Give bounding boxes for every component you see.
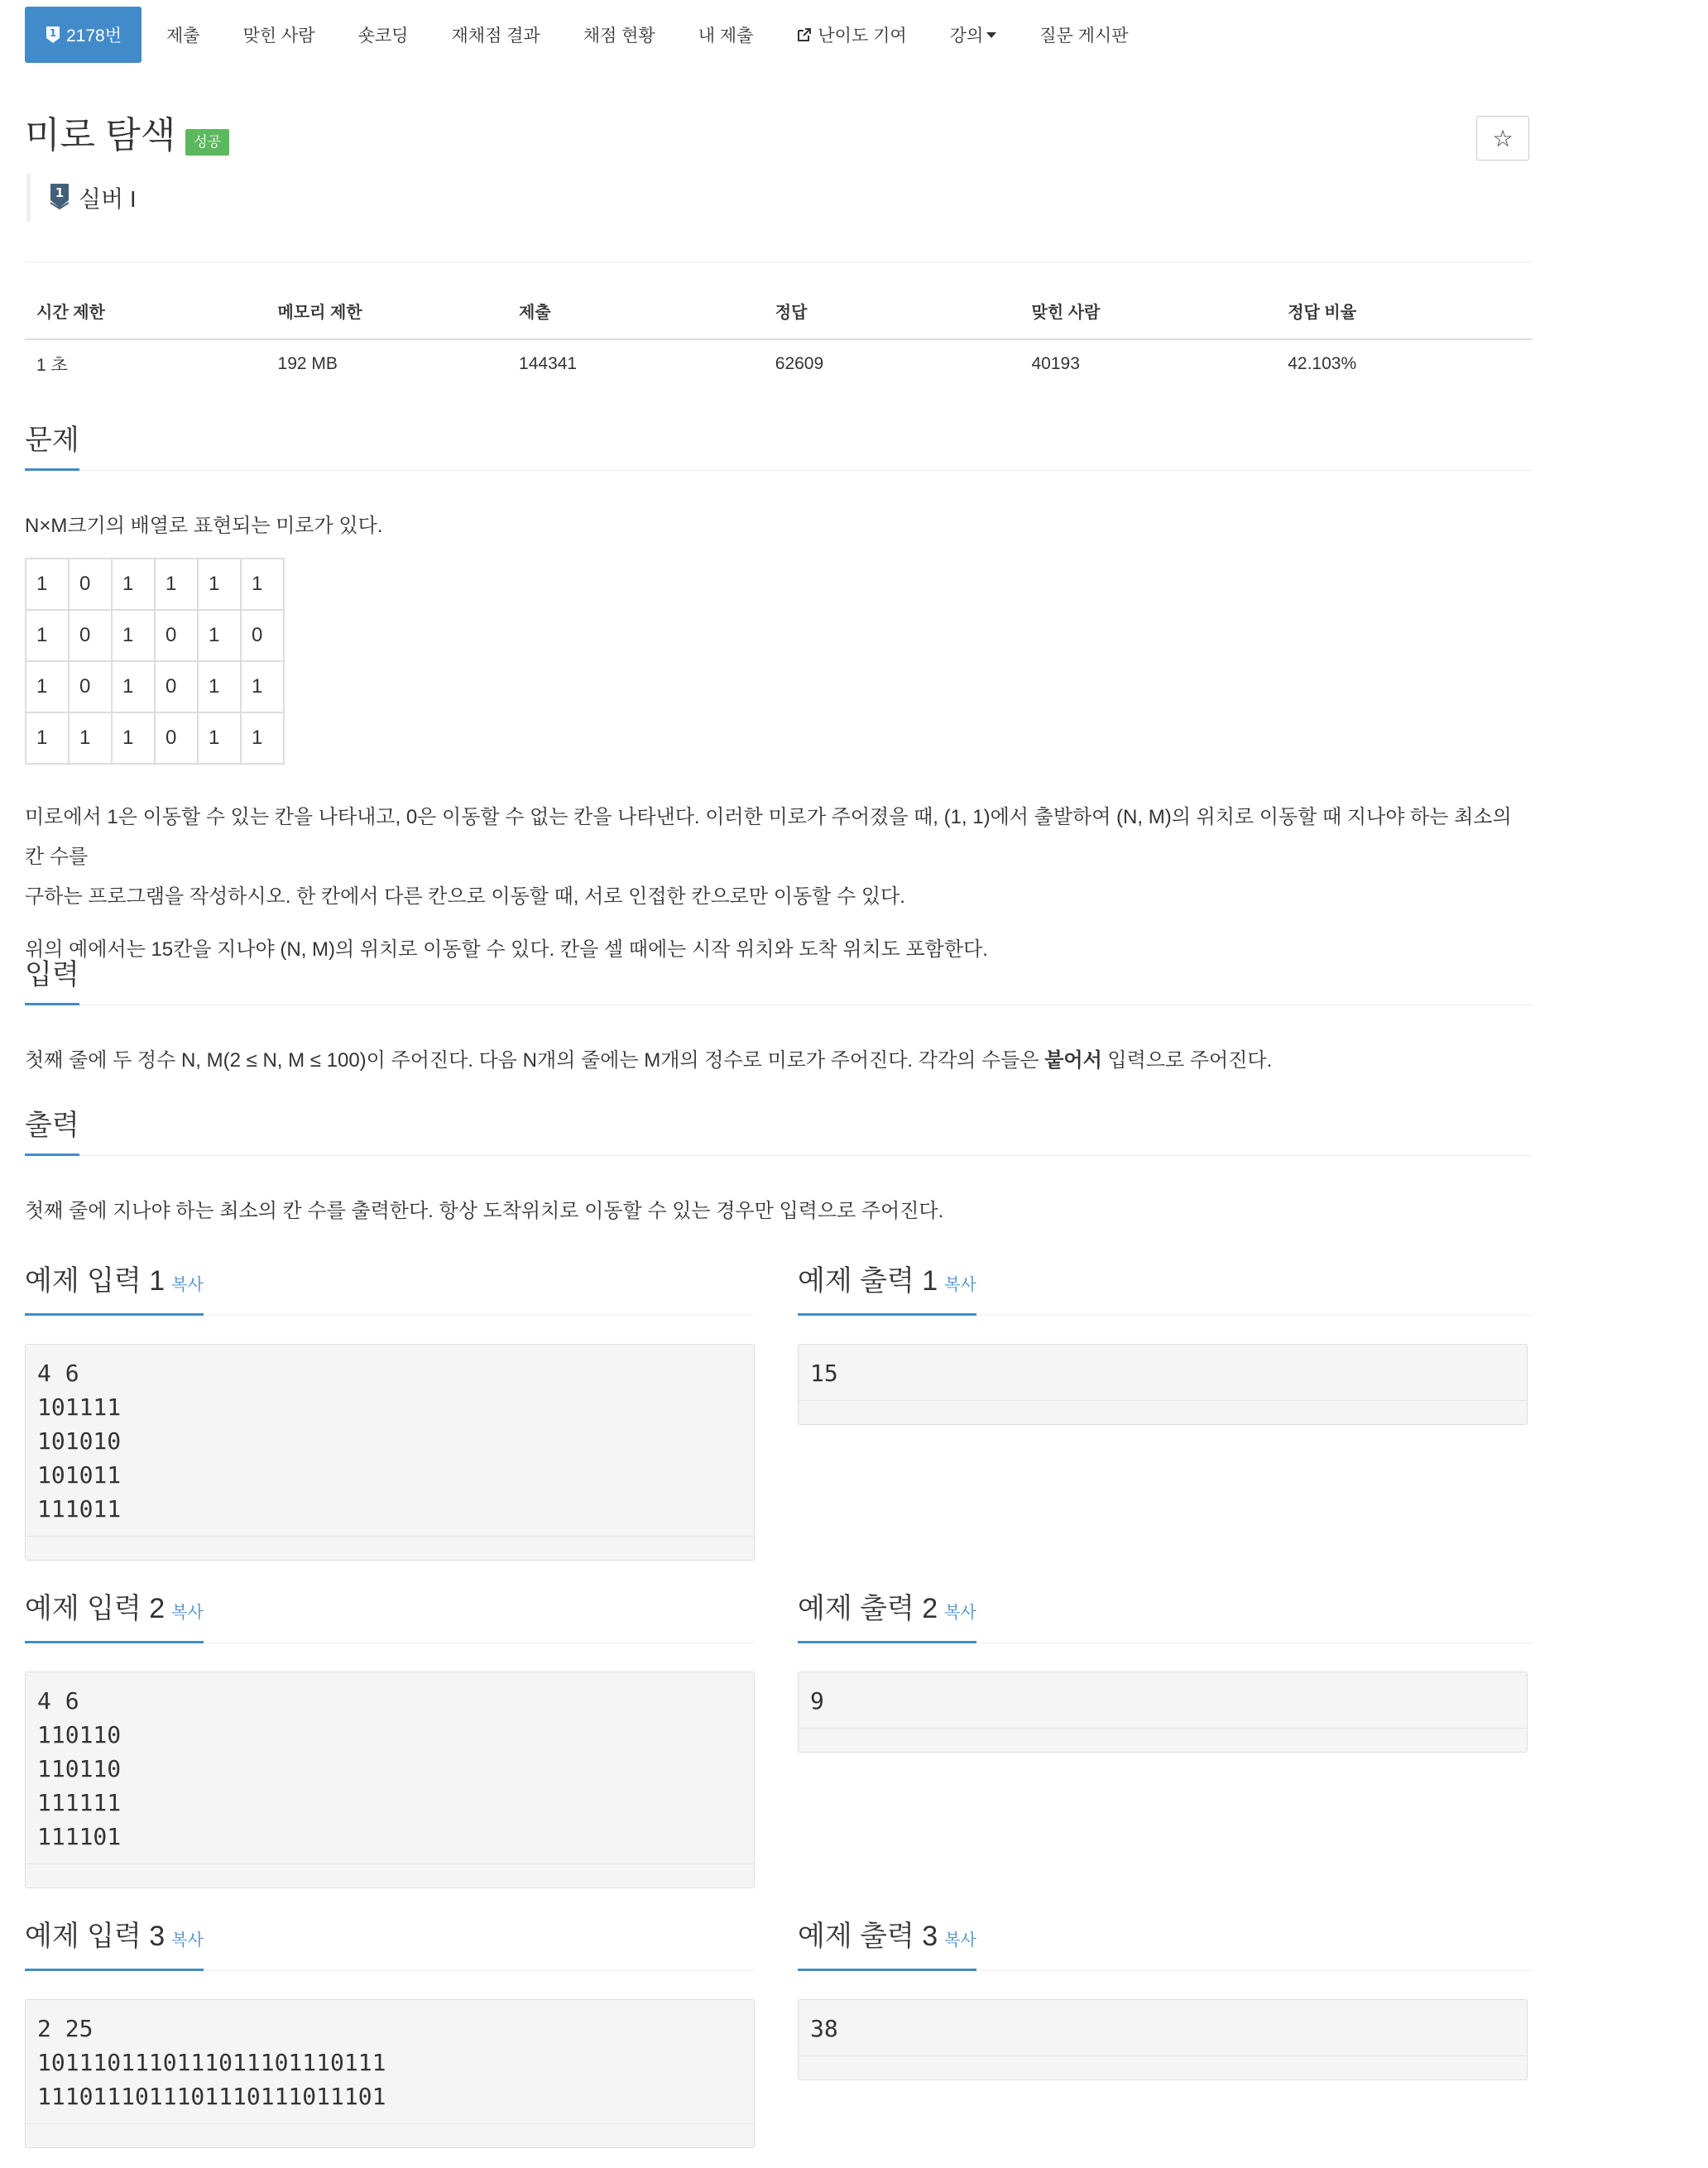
solved-users-value: 40193 [1031, 354, 1080, 373]
code-line: 9 [810, 1687, 824, 1715]
tab-label: 질문 게시판 [1039, 26, 1129, 46]
tab-label: 강의 [949, 26, 984, 46]
status-badge: 성공 [185, 129, 229, 156]
tab-label: 난이도 기여 [818, 26, 907, 46]
header-solved-users: 맞힌 사람 [1020, 294, 1277, 339]
section-title: 출력 [25, 1109, 79, 1156]
sample-title: 예제 입력 3 [25, 1921, 166, 1952]
maze-cell: 1 [241, 559, 284, 610]
maze-table [25, 558, 285, 765]
maze-cell: 1 [198, 712, 241, 764]
sample-title: 예제 입력 1 [25, 1265, 166, 1297]
maze-cell: 1 [112, 559, 155, 610]
code-line: 1011101110111011101110111 [37, 2049, 386, 2076]
divider [25, 261, 1533, 262]
sample-input-1-header [25, 1264, 755, 1316]
maze-cell: 1 [26, 559, 69, 610]
output-section-header [25, 1109, 1533, 1156]
code-line: 110110 [37, 1721, 122, 1748]
maze-row [26, 559, 284, 610]
section-title [798, 1264, 976, 1316]
code-line: 111101 [37, 1823, 122, 1850]
tab-problem[interactable] [25, 7, 142, 63]
problem-number: 2178번 [66, 26, 122, 46]
memory-limit-value: 192 MB [277, 354, 338, 373]
copy-button[interactable]: 복사 [944, 1931, 976, 1950]
sample-output-3[interactable] [798, 1999, 1528, 2080]
maze-cell: 1 [198, 610, 241, 661]
tab-label: 맞힌 사람 [242, 26, 315, 46]
problem-paragraph-line: 미로에서 1은 이동할 수 있는 칸을 나타내고, 0은 이동할 수 없는 칸을 나타낸다. 이러한 미로가 주어졌을 때, (1, 1)에서 출발하여 (N, M)의 위치로 이동할 때 지나야 하는 최소의 칸 수를 [25, 806, 1512, 868]
code-line: 101011 [37, 1461, 122, 1489]
divider [25, 470, 1533, 471]
tab-label: 내 제출 [698, 26, 754, 46]
tab-question-board[interactable] [1018, 7, 1149, 63]
maze-cell: 1 [26, 712, 69, 764]
sample-input-2-header [25, 1592, 755, 1643]
code-line: 101111 [37, 1393, 122, 1421]
sample-output-1-header [798, 1264, 1533, 1316]
code-line: 4 6 [37, 1687, 79, 1715]
sample-input-1[interactable] [25, 1344, 755, 1561]
star-icon: ☆ [1492, 125, 1514, 151]
problem-section-header [25, 424, 1533, 471]
code-line: 4 6 [37, 1360, 79, 1387]
maze-cell: 1 [198, 661, 241, 712]
table-header-row [25, 294, 1533, 339]
maze-cell: 0 [69, 661, 112, 712]
maze-row [26, 661, 284, 712]
sample-title: 예제 출력 1 [798, 1265, 938, 1297]
section-title [25, 1264, 204, 1316]
maze-row [26, 610, 284, 661]
input-text-bold: 붙어서 [1044, 1049, 1102, 1072]
maze-cell: 1 [112, 610, 155, 661]
maze-cell: 1 [112, 661, 155, 712]
favorite-button[interactable] [1476, 116, 1529, 161]
tab-label: 채점 현황 [583, 26, 655, 46]
tab-lectures-dropdown[interactable] [928, 7, 1019, 63]
maze-cell: 0 [155, 610, 198, 661]
time-limit-value: 1 초 [36, 356, 68, 375]
sample-input-2[interactable] [25, 1672, 755, 1888]
copy-button[interactable]: 복사 [944, 1604, 976, 1622]
maze-cell: 1 [112, 712, 155, 764]
submissions-value: 144341 [519, 354, 578, 373]
copy-button[interactable]: 복사 [944, 1276, 976, 1294]
copy-button[interactable]: 복사 [171, 1276, 204, 1294]
sample-title: 예제 출력 2 [798, 1593, 938, 1624]
tier-label[interactable]: 실버 I [79, 186, 137, 212]
section-title [25, 1920, 204, 1971]
maze-cell: 1 [241, 712, 284, 764]
maze-cell: 0 [69, 610, 112, 661]
tab-label: 재채점 결과 [451, 26, 540, 46]
svg-text:1: 1 [55, 185, 65, 200]
input-section-header [25, 958, 1533, 1005]
input-text: 입력으로 주어진다. [1101, 1049, 1273, 1072]
input-description [25, 1041, 1272, 1081]
tab-label: 숏코딩 [357, 26, 409, 46]
maze-cell: 0 [69, 559, 112, 610]
maze-cell: 1 [26, 610, 69, 661]
problem-paragraph-line: 구하는 프로그램을 작성하시오. 한 칸에서 다른 칸으로 이동할 때, 서로 인접한 칸으로만 이동할 수 있다. [25, 885, 905, 908]
maze-cell: 0 [155, 661, 198, 712]
sample-output-2-header [798, 1592, 1533, 1643]
tab-status[interactable] [562, 7, 677, 63]
page-title: 미로 탐색 [25, 115, 176, 156]
tab-submit[interactable] [145, 7, 222, 63]
code-line: 111111 [37, 1789, 122, 1816]
maze-cell: 1 [241, 661, 284, 712]
output-description: 첫째 줄에 지나야 하는 최소의 칸 수를 출력한다. 항상 도착위치로 이동할 수 있는 경우만 입력으로 주어진다. [25, 1200, 944, 1222]
tier-icon [45, 26, 61, 44]
maze-row [26, 712, 284, 764]
sample-title: 예제 입력 2 [25, 1593, 166, 1624]
tab-short-coding[interactable] [337, 7, 430, 63]
tab-solved-users[interactable] [222, 7, 337, 63]
section-title [798, 1592, 976, 1643]
header-submissions: 제출 [507, 294, 764, 339]
tier-icon [49, 183, 70, 213]
problem-intro: N×M크기의 배열로 표현되는 미로가 있다. [25, 515, 383, 537]
section-title [798, 1920, 976, 1971]
sample-input-3-header [25, 1920, 755, 1971]
sample-title: 예제 출력 3 [798, 1921, 938, 1952]
maze-cell: 1 [198, 559, 241, 610]
input-text: 첫째 줄에 두 정수 N, M(2 ≤ N, M ≤ 100)이 주어진다. 다음 N개의 줄에는 M개의 정수로 미로가 주어진다. 각각의 수들은 [25, 1049, 1045, 1072]
problem-nav [25, 7, 1150, 63]
maze-cell: 0 [155, 712, 198, 764]
maze-cell: 0 [241, 610, 284, 661]
accuracy-value: 42.103% [1288, 354, 1357, 373]
code-line: 15 [810, 1360, 838, 1387]
table-row [25, 339, 1533, 388]
problem-paragraph: 위의 예에서는 15칸을 지나야 (N, M)의 위치로 이동할 수 있다. 칸을 셀 때에는 시작 위치와 도착 위치도 포함한다. [25, 938, 988, 961]
copy-button[interactable]: 복사 [171, 1604, 204, 1622]
tab-rejudge-results[interactable] [429, 7, 561, 63]
sample-output-3-header [798, 1920, 1533, 1971]
sample-output-2[interactable] [798, 1672, 1528, 1753]
header-time-limit: 시간 제한 [25, 294, 266, 339]
copy-button[interactable]: 복사 [171, 1931, 204, 1950]
problem-info-table [25, 294, 1533, 388]
sample-output-1[interactable] [798, 1344, 1528, 1425]
section-title: 입력 [25, 958, 79, 1005]
external-link-icon [796, 26, 813, 43]
svg-text:1: 1 [49, 27, 57, 39]
code-line: 110110 [37, 1755, 122, 1782]
caret-down-icon [986, 32, 996, 38]
code-line: 2 25 [37, 2015, 94, 2042]
maze-cell: 1 [69, 712, 112, 764]
tier-blockquote [26, 174, 137, 222]
header-accepted: 정답 [764, 294, 1020, 339]
header-accuracy: 정답 비율 [1276, 294, 1533, 339]
maze-cell: 1 [26, 661, 69, 712]
divider [25, 1155, 1533, 1156]
title-row [25, 114, 229, 157]
tab-my-submissions[interactable] [677, 7, 775, 63]
maze-cell: 1 [155, 559, 198, 610]
tab-difficulty-contribution[interactable] [775, 7, 928, 63]
code-line: 111011 [37, 1495, 122, 1523]
section-title: 문제 [25, 424, 79, 471]
accepted-value: 62609 [775, 354, 824, 373]
problem-description [25, 798, 1533, 970]
code-line: 38 [810, 2015, 838, 2042]
sample-input-3[interactable] [25, 1999, 755, 2148]
code-line: 1110111011101110111011101 [37, 2083, 386, 2110]
section-title [25, 1592, 204, 1643]
tab-label: 제출 [166, 26, 200, 46]
header-memory-limit: 메모리 제한 [266, 294, 508, 339]
code-line: 101010 [37, 1427, 122, 1455]
